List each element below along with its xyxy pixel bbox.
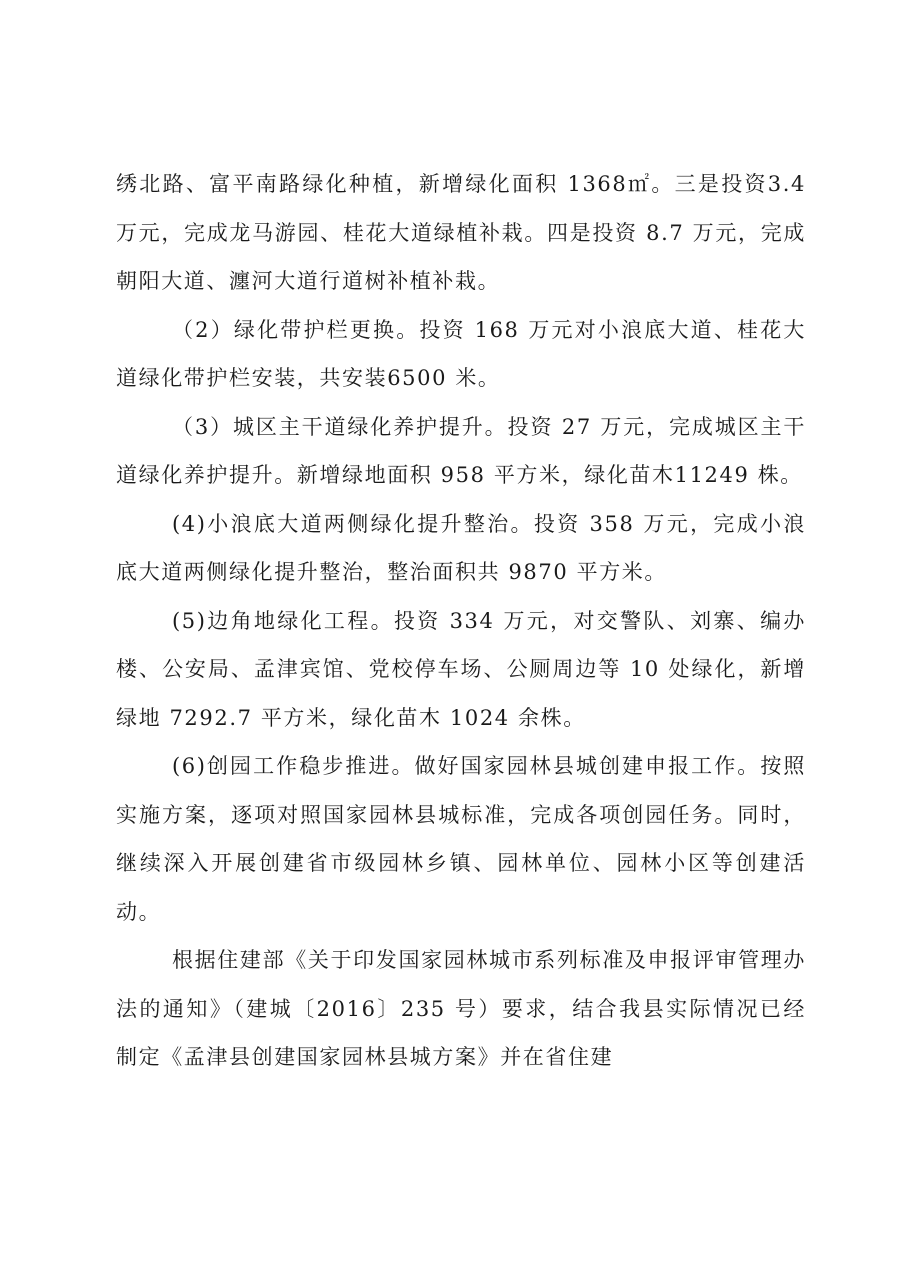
paragraph-xiaolangdi-avenue: (4)小浪底大道两侧绿化提升整治。投资 358 万元，完成小浪底大道两侧绿化提升整治，整治面积共 9870 平方米。 [116, 511, 806, 584]
document-body [116, 160, 806, 1082]
paragraph-guardrail-replacement: （2）绿化带护栏更换。投资 168 万元对小浪底大道、桂花大道绿化带护栏安装，共安装6500 米。 [116, 317, 806, 390]
paragraph-ministry-notice: 根据住建部《关于印发国家园林城市系列标准及申报评审管理办法的通知》（建城〔2016〕235 号）要求，结合我县实际情况已经制定《孟津县创建国家园林县城方案》并在省住建 [116, 948, 806, 1069]
paragraph-main-road-greening: （3）城区主干道绿化养护提升。投资 27 万元，完成城区主干道绿化养护提升。新增绿地面积 958 平方米，绿化苗木11249 株。 [116, 414, 806, 487]
paragraph-continuation: 绣北路、富平南路绿化种植，新增绿化面积 1368㎡。三是投资3.4万元，完成龙马游园、桂花大道绿植补栽。四是投资 8.7 万元，完成朝阳大道、瀍河大道行道树补植补栽。 [116, 172, 806, 293]
paragraph-corner-greening: (5)边角地绿化工程。投资 334 万元，对交警队、刘寨、编办楼、公安局、孟津宾馆、党校停车场、公厕周边等 10 处绿化，新增绿地 7292.7 平方米，绿化苗木 1024 余株。 [116, 608, 806, 730]
paragraph-garden-creation: (6)创园工作稳步推进。做好国家园林县城创建申报工作。按照实施方案，逐项对照国家园林县城标准，完成各项创园任务。同时，继续深入开展创建省市级园林乡镇、园林单位、园林小区等创建活动。 [116, 754, 806, 924]
